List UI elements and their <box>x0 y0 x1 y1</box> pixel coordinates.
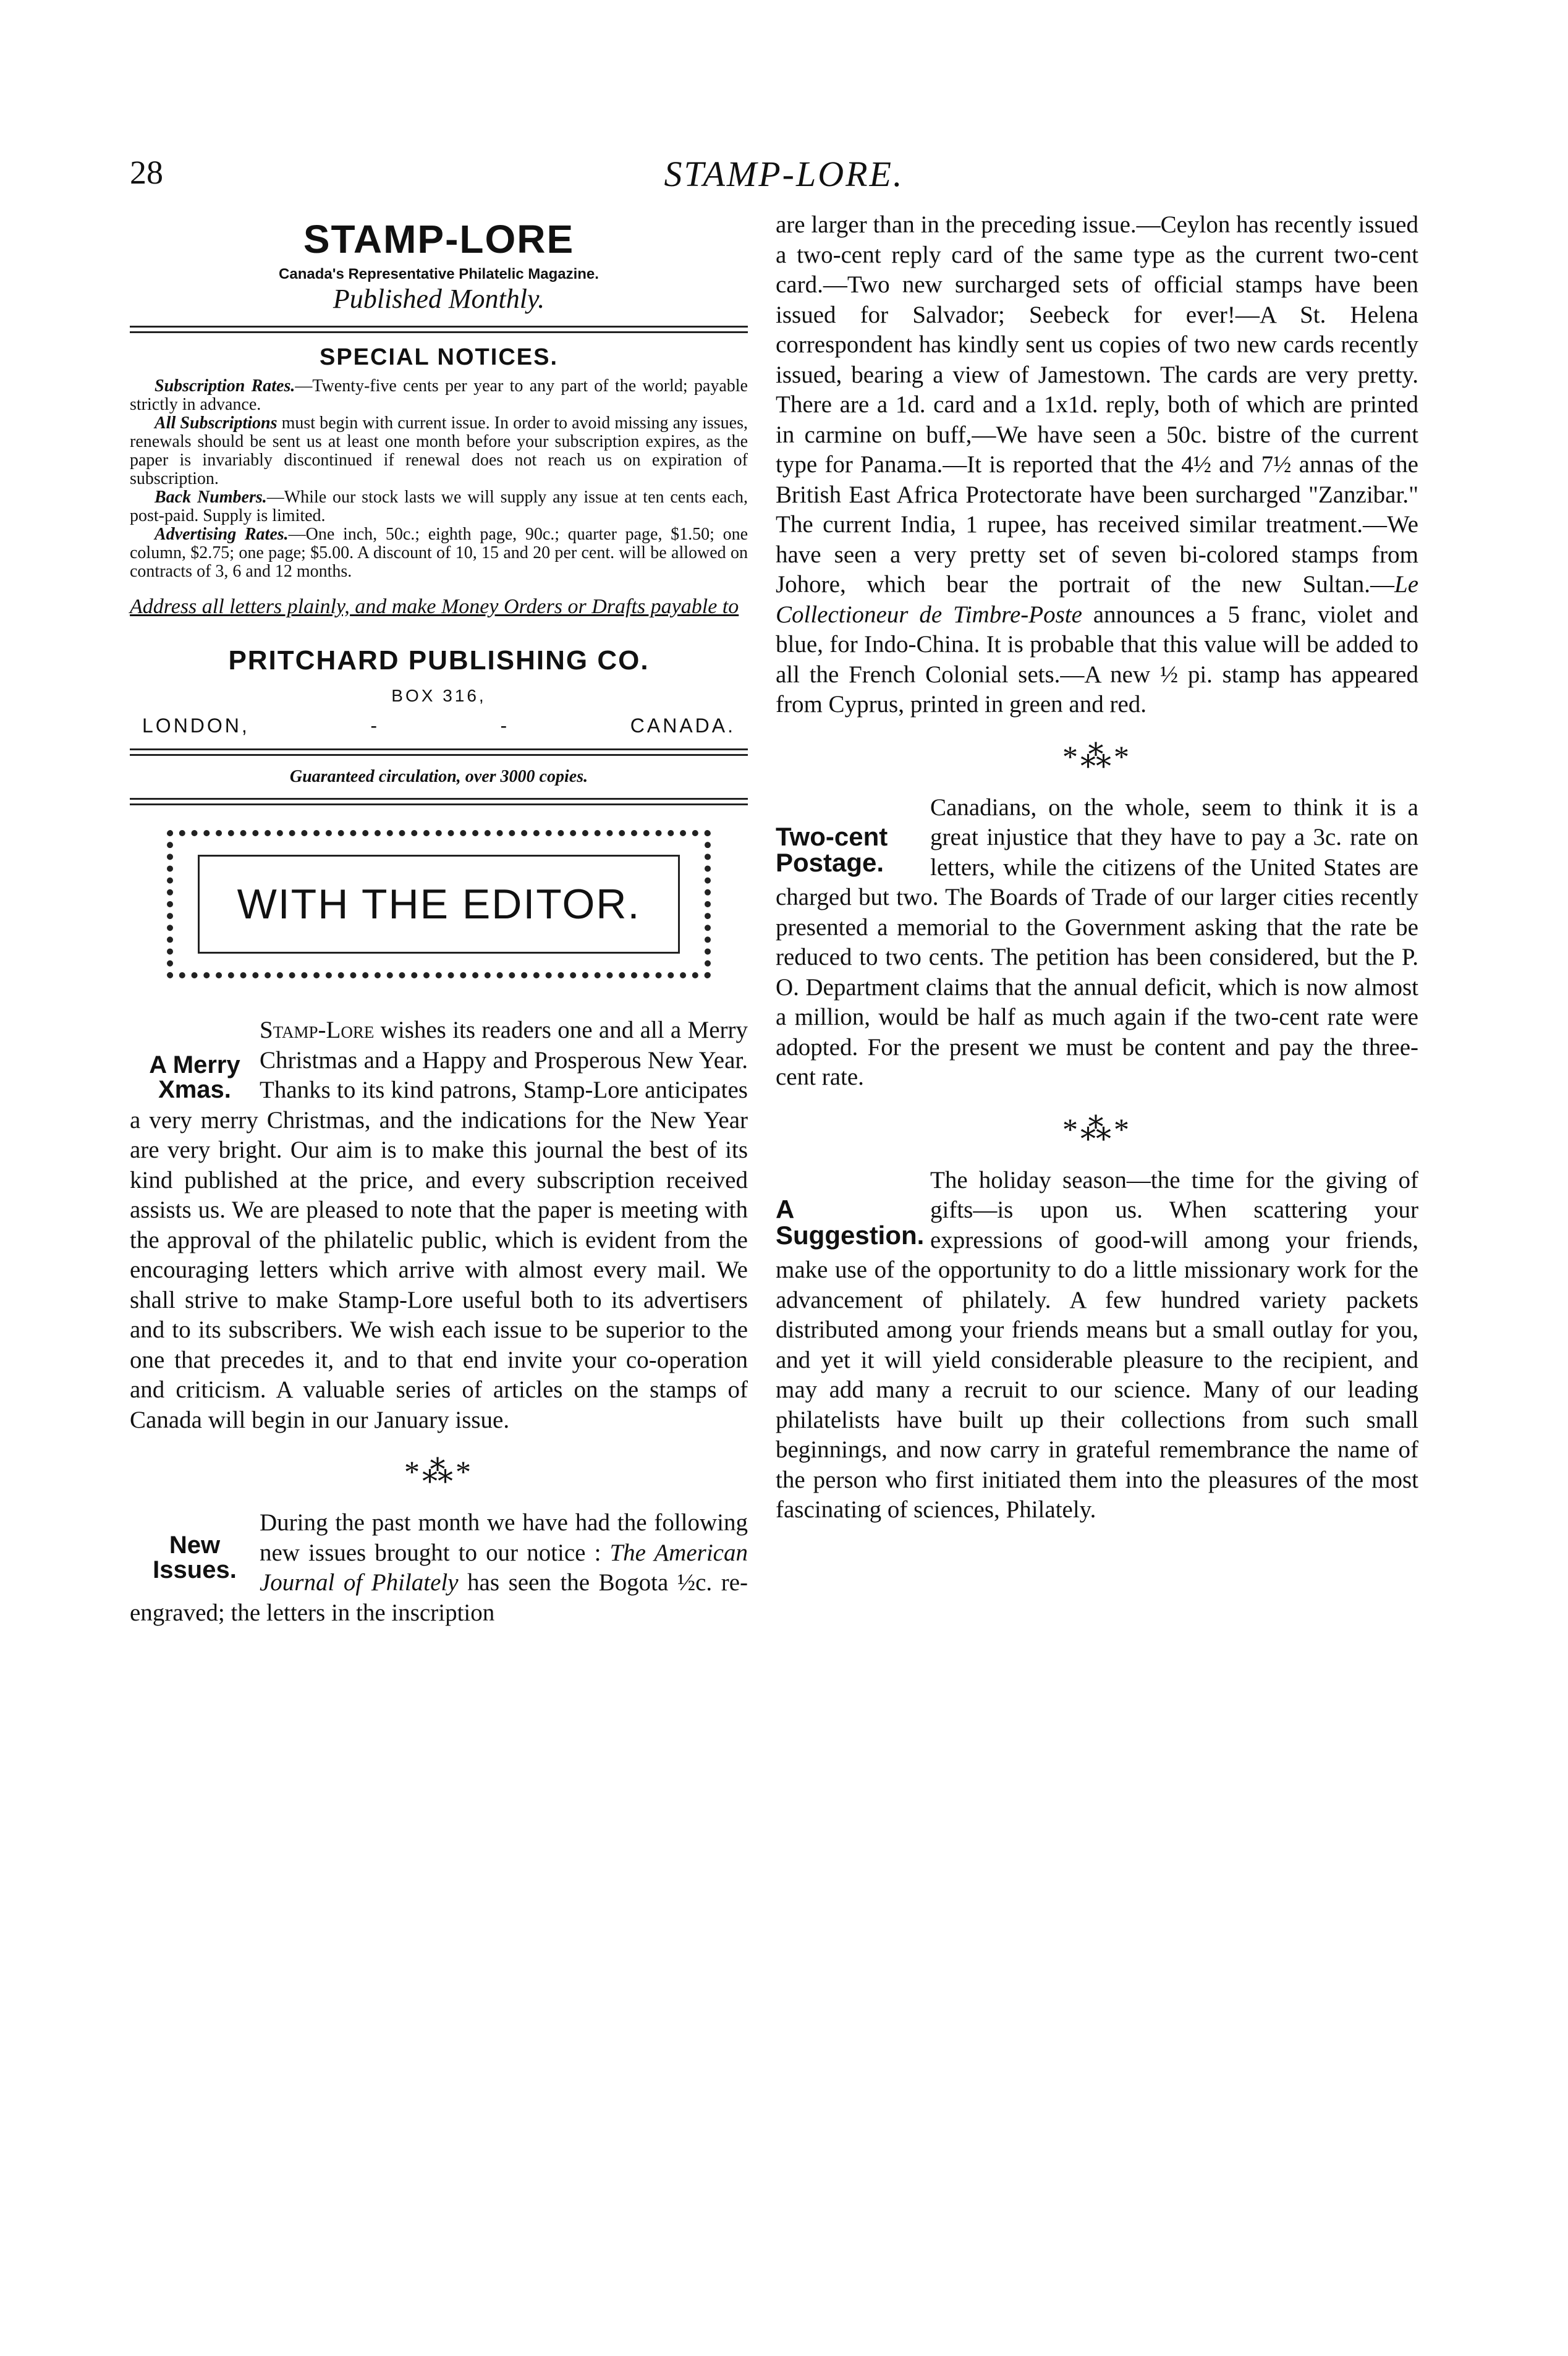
section-separator: *⁂* <box>1062 1111 1132 1146</box>
notice-item: All Subscriptions must begin with current issue. In order to avoid missing any issues, renewals should be sent us at least one month before your subscription expires, as the paper is invariably discontinued if renewal does not reach us on expiration of subscription. <box>130 413 748 488</box>
new-issues-section <box>130 1508 748 1628</box>
xmas-section <box>130 1015 748 1435</box>
left-column <box>130 210 748 1628</box>
postage-side-heading: Two-cent Postage. <box>776 821 888 877</box>
postage-paragraph: Canadians, on the whole, seem to think it is a great injustice that they have to pay a 3c. rate on letters, while the citizens of the United States are charged but two. The Boards of Trade of our larger cities recently presented a memorial to the Government asking that the rate be reduced to two cents. The petition has been considered, but the P. O. Department claims that the annual deficit, which is now almost a million, would be half as much again if the two-cent rate were adopted. For the present we must be content and pay the three-cent rate. <box>776 794 1418 1090</box>
circulation-note: Guaranteed circulation, over 3000 copies. <box>289 767 588 786</box>
suggestion-section <box>776 1166 1418 1525</box>
page-number: 28 <box>130 154 163 191</box>
section-separator: *⁂* <box>1062 739 1132 774</box>
xmas-side-heading: A Merry Xmas. <box>149 1051 240 1103</box>
notice-item: Back Numbers.—While our stock lasts we will supply any issue at ten cents each, post-paid. Supply is limited. <box>130 488 748 525</box>
notices-heading: SPECIAL NOTICES. <box>319 344 559 370</box>
suggestion-side-heading: A Suggestion. <box>776 1194 925 1250</box>
running-head: STAMP-LORE. <box>664 154 904 194</box>
masthead-frequency: Published Monthly. <box>333 284 545 314</box>
publisher-box: BOX 316, <box>391 686 486 705</box>
masthead-title: STAMP-LORE <box>303 217 575 261</box>
divider <box>130 798 748 805</box>
page-header <box>0 153 1568 209</box>
new-issues-paragraph: During the past month we have had the following new issues brought to our notice : The American Journal of Philately has seen the Bogota ½c. re-engraved; the letters in the inscription <box>130 1509 748 1626</box>
notice-item: Subscription Rates.—Twenty-five cents per year to any part of the world; payable strictly in advance. <box>130 376 748 414</box>
masthead-subtitle: Canada's Representative Philatelic Magazine. <box>279 266 599 282</box>
address-line: Address all letters plainly, and make Money Orders or Drafts payable to <box>130 595 739 618</box>
postage-section <box>776 793 1418 1093</box>
divider <box>130 748 748 756</box>
notice-item: Advertising Rates.—One inch, 50c.; eighth page, 90c.; quarter page, $1.50; one column, $2.75; one page; $5.00. A discount of 10, 15 and 20 per cent. will be allowed on contracts of 3, 6 and 12 months. <box>130 525 748 581</box>
editor-banner <box>167 830 711 978</box>
xmas-paragraph: Stamp-Lore wishes its readers one and all a Merry Christmas and a Happy and Prosperous New Year. Thanks to its kind patrons, Stamp-Lore anticipates a very merry Christmas, and the indications for the New Year are very bright. Our aim is to make this journal the best of its kind published at the price, and every subscription received assists us. We are pleased to note that the paper is meeting with the approval of the philatelic public, which is evident from the encouraging letters which arrive with almost every mail. We shall strive to make Stamp-Lore useful both to its advertisers and to its subscribers. We wish each issue to be superior to the one that precedes it, and to that end invite your co-operation and criticism. A valuable series of articles on the stamps of Canada will begin in our January issue. <box>130 1017 748 1433</box>
section-separator: *⁂* <box>404 1454 473 1489</box>
new-issues-continuation: are larger than in the preceding issue.—Ceylon has recently issued a two-cent reply card of the same type as the current two-cent card.—Two new surcharged sets of official stamps have been issued for Salvador; Seebeck for ever!—A St. Helena correspondent has kindly sent us copies of two new cards recently issued, bearing a view of Jamestown. The cards are very pretty. There are a 1d. card and a 1x1d. reply, both of which are printed in carmine on buff,—We have seen a 50c. bistre of the current type for Panama.—It is reported that the 4½ and 7½ annas of the British East Africa Protectorate have been surcharged "Zanzibar." The current India, 1 rupee, has received similar treatment.—We have seen a very pretty set of seven bi-colored stamps from Johore, which bear the portrait of the new Sultan.—Le Collectioneur de Timbre-Poste announces a 5 franc, violet and blue, for Indo-China. It is probable that this value will be added to all the French Colonial sets.—A new ½ pi. stamp has appeared from Cyprus, printed in green and red. <box>776 211 1418 718</box>
publisher-location: LONDON, - - CANADA. <box>142 714 735 737</box>
publisher-name: PRITCHARD PUBLISHING CO. <box>228 645 650 676</box>
editor-banner-title: WITH THE EDITOR. <box>237 881 641 928</box>
new-issues-side-heading: New Issues. <box>153 1532 237 1583</box>
right-column <box>776 210 1418 1525</box>
divider <box>130 326 748 333</box>
suggestion-paragraph: The holiday season—the time for the giving of gifts—is upon us. When scattering your expressions of good-will among your friends, make use of the opportunity to do a little missionary work for the advancement of philately. A few hundred variety packets distributed among your friends means but a small outlay for you, and yet it will yield considerable pleasure to the recipient, and may add many a recruit to our science. Many of our leading philatelists have built up their collections from such small beginnings, and now carry in grateful remembrance the name of the person who first initiated them into the pleasures of the most fascinating of sciences, Philately. <box>776 1166 1418 1523</box>
